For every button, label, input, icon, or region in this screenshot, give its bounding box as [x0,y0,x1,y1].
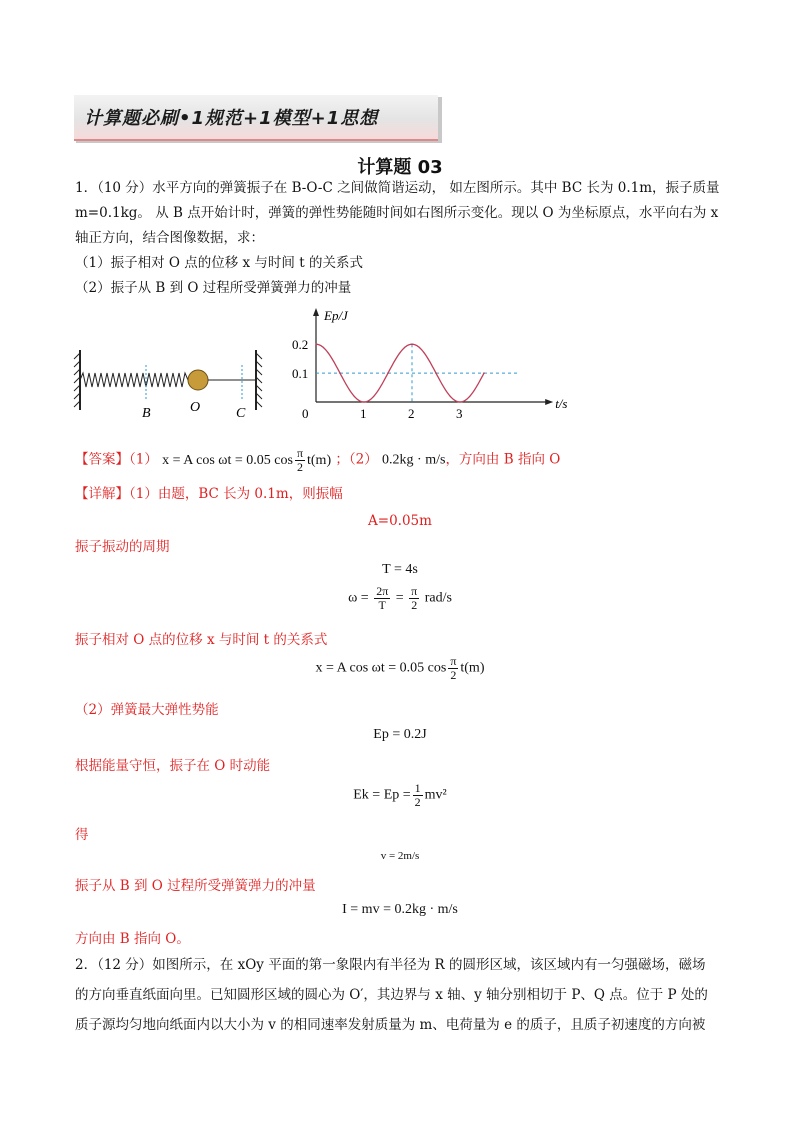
ek-formula: Ek = Ep = $\frac{1}{2}$ mv² [353,781,447,809]
q1-sub1: （1）振子相对 O 点的位移 x 与时间 t 的关系式 [75,255,363,271]
answer-part1-label: （1） [129,451,158,468]
part2-label: （2）弹簧最大弹性势能 [75,702,219,718]
omega-formula: ω = $\frac{2\pi}{T}$ = $\frac{\pi}{2}$ rad/s [348,584,452,612]
q1-line1: 1．（10 分）水平方向的弹簧振子在 B-O-C 之间做简谐运动， 如左图所示。其中 BC 长为 0.1m，振子质量 [75,180,720,196]
y-tick-label: 0.1 [292,366,309,382]
label-B: B [142,406,151,421]
x-axis-label: t/s [555,396,568,411]
spring-coil [80,373,188,387]
y-tick-label: 0.2 [292,337,309,353]
answer-line [75,447,560,474]
q1-sub2: （2）振子从 B 到 O 过程所受弹簧弹力的冲量 [75,280,352,296]
q1-line3: 轴正方向，结合图像数据，求： [75,230,264,246]
amplitude: A=0.05m [368,513,432,529]
de-label: 得 [75,827,89,843]
label-O: O [190,400,201,415]
data-point [387,372,389,374]
ep-formula: Ep = 0.2J [373,727,427,742]
answer-tail: ，方向由 B 指向 O [445,451,561,468]
relation-label: 振子相对 O 点的位移 x 与时间 t 的关系式 [75,632,328,648]
data-point [315,343,317,345]
page-title: 计算题 03 [357,157,443,178]
x-tick-label: 3 [456,406,463,421]
period-formula: T = 4s [382,562,418,577]
answer-separator: ；（2） [335,451,378,468]
x-tick-label: 2 [408,406,415,421]
data-point [363,401,365,403]
answer-tag: 【答案】 [75,451,129,468]
period-label: 振子振动的周期 [75,539,170,555]
impulse-label: 振子从 B 到 O 过程所受弹簧弹力的冲量 [75,878,316,894]
oscillator-ball [188,370,208,390]
q1-line2: m=0.1kg。 从 B 点开始计时，弹簧的弹性势能随时间如右图所示变化。现以 O 为坐标原点，水平向右为 x [75,205,719,221]
impulse-formula: I = mv = 0.2kg · m/s [342,902,458,917]
data-point [459,401,461,403]
answer-formula1: x = A cos ωt = 0.05 cos $\frac{\pi}{2}$ t(m) [162,446,332,474]
x-tick-label: 0 [302,406,309,421]
energy-time-chart [290,306,568,426]
y-axis-label: Ep/J [324,308,348,323]
energy-label: 根据能量守恒，振子在 O 时动能 [75,758,271,774]
y-axis-arrow [313,308,319,316]
label-C: C [236,406,246,421]
data-point [483,372,485,374]
q2-line1: 2．（12 分）如图所示，在 xOy 平面的第一象限内有半径为 R 的圆形区域，该区域内有一匀强磁场，磁场 [75,957,706,973]
relation-formula: x = A cos ωt = 0.05 cos $\frac{\pi}{2}$ t(m) [315,654,485,682]
answer-formula2: 0.2kg · m/s [382,452,446,468]
detail-line1: 【详解】（1）由题，BC 长为 0.1m，则振幅 [75,486,343,502]
data-point [435,372,437,374]
x-axis-arrow [545,399,553,405]
banner-title: 计算题必刷•1规范+1模型+1思想 [84,108,379,129]
data-point [411,343,413,345]
spring-oscillator-figure [70,335,270,425]
velocity-formula: v = 2m/s [380,850,420,862]
q2-line2: 的方向垂直纸面向里。已知圆形区域的圆心为 O′，其边界与 x 轴、y 轴分别相切于 P、Q 点。位于 P 处的 [75,987,708,1003]
x-tick-label: 1 [360,406,367,421]
data-point [339,372,341,374]
direction-text: 方向由 B 指向 O。 [75,931,190,947]
q2-line3: 质子源均匀地向纸面内以大小为 v 的相同速率发射质量为 m、电荷量为 e 的质子，且质子初速度的方向被 [75,1017,706,1033]
